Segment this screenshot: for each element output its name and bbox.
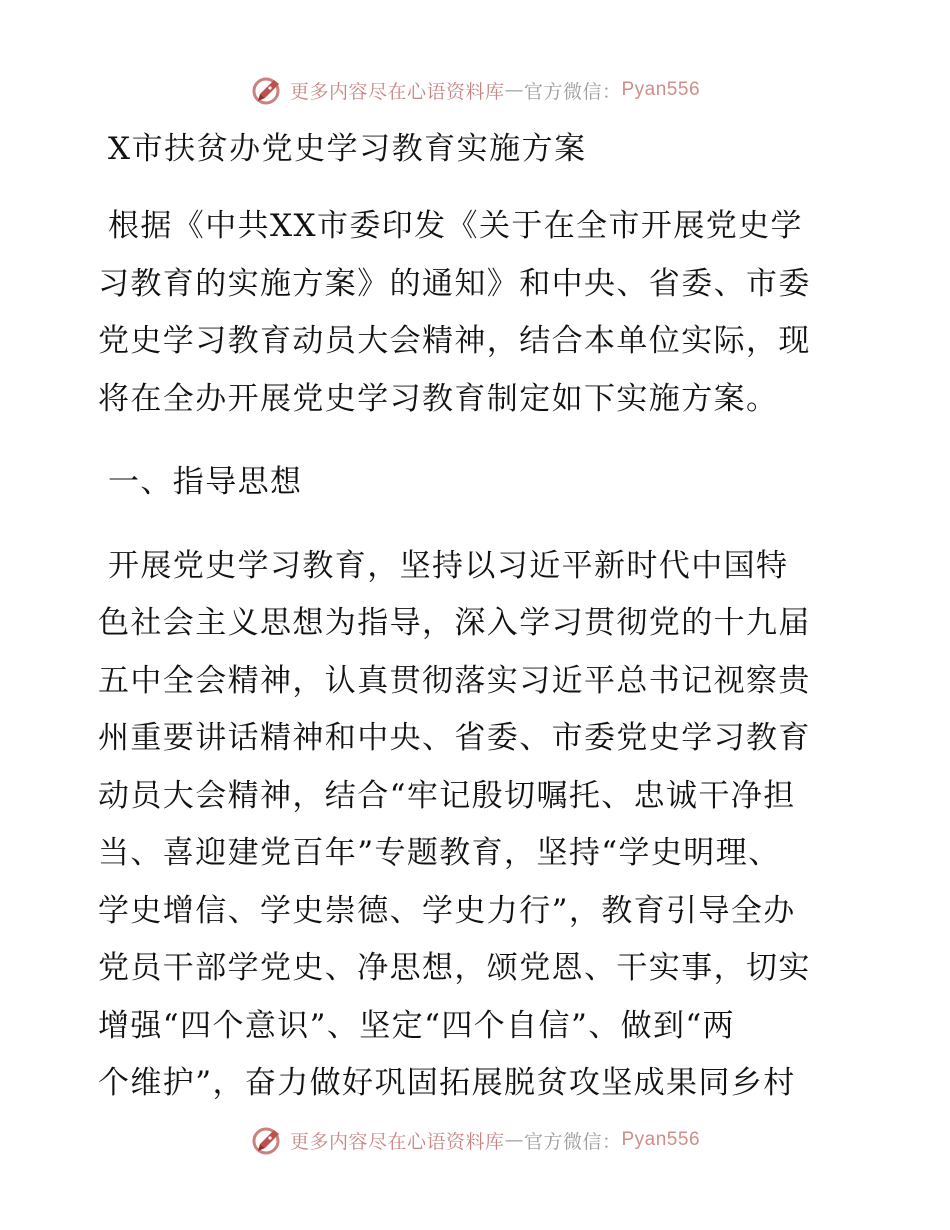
intro-line: 习教育的实施方案》的通知》和中央、省委、市委 — [98, 265, 811, 302]
watermark-main-text: 更多内容尽在心语资料库 — [289, 1130, 505, 1153]
intro-paragraph — [98, 198, 850, 428]
section-heading-text: 一、指导思想 — [108, 464, 303, 500]
body-line: 五中全会精神，认真贯彻落实习近平总书记视察贵 — [98, 662, 811, 699]
body-line: 开展党史学习教育，坚持以习近平新时代中国特 — [108, 547, 789, 584]
footer-watermark — [0, 1120, 950, 1160]
body-line: 动员大会精神，结合“牢记殷切嘱托、忠诚干净担 — [98, 777, 796, 814]
pen-nib-circle-icon — [250, 1122, 286, 1158]
body-line: 学史增信、学史崇德、学史力行”，教育引导全办 — [98, 892, 796, 929]
pen-nib-circle-icon — [250, 72, 286, 108]
watermark-wechat-id: Pyan556 — [621, 1129, 701, 1150]
watermark-wechat-id: Pyan556 — [621, 79, 701, 100]
watermark-dash: — — [504, 1129, 524, 1151]
guiding-thought-paragraph — [98, 538, 850, 1113]
body-line: 增强“四个意识”、坚定“四个自信”、做到“两 — [98, 1007, 736, 1044]
intro-line: 将在全办开展党史学习教育制定如下实施方案。 — [98, 380, 779, 417]
watermark-sub-text: 官方微信： — [523, 1130, 622, 1153]
watermark-sub-text: 官方微信： — [523, 80, 622, 103]
document-title: X市扶贫办党史学习教育实施方案 — [108, 131, 587, 167]
intro-line: 根据《中共XX市委印发《关于在全市开展党史学 — [108, 208, 803, 244]
section-heading — [98, 454, 850, 512]
watermark-dash: — — [504, 79, 524, 101]
intro-line: 党史学习教育动员大会精神，结合本单位实际，现 — [98, 323, 811, 359]
body-line: 色社会主义思想为指导，深入学习贯彻党的十九届 — [98, 605, 811, 641]
document-body — [98, 122, 850, 1113]
body-line: 党员干部学党史、净思想，颂党恩、干实事，切实 — [98, 950, 811, 986]
body-line: 州重要讲话精神和中央、省委、市委党史学习教育 — [98, 720, 811, 756]
header-watermark — [0, 70, 950, 110]
watermark-main-text: 更多内容尽在心语资料库 — [289, 80, 505, 103]
body-line: 当、喜迎建党百年”专题教育，坚持“学史明理、 — [98, 835, 781, 871]
body-line: 个维护”，奋力做好巩固拓展脱贫攻坚成果同乡村 — [98, 1065, 796, 1101]
